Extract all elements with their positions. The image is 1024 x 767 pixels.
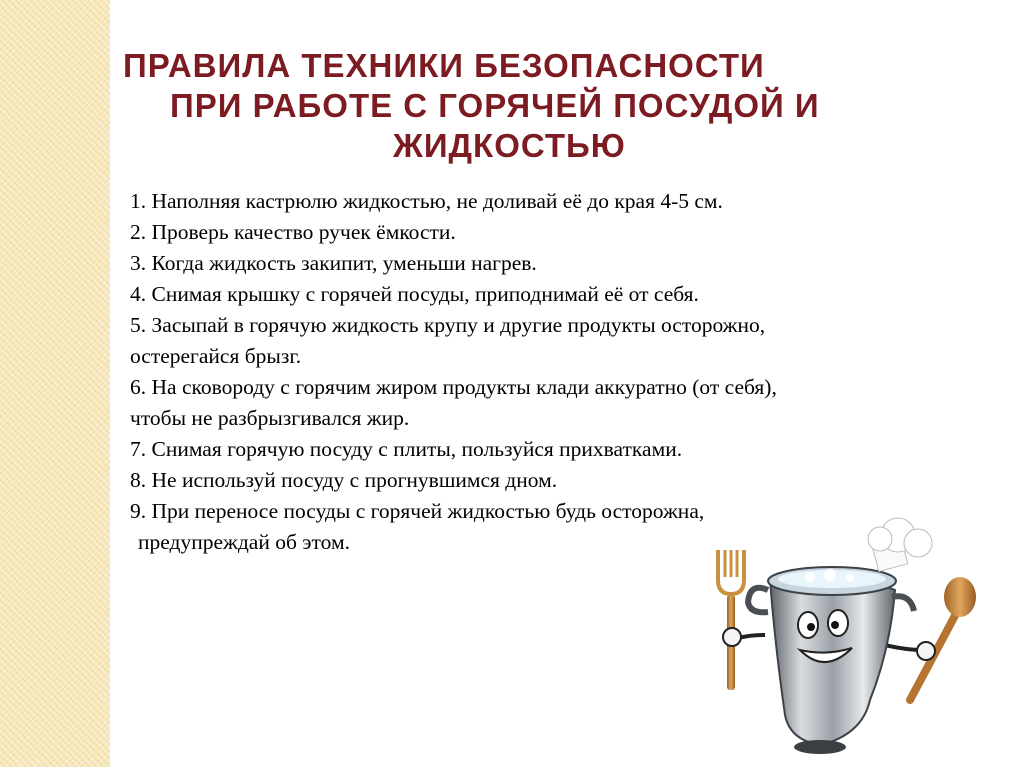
- rules-list: [130, 186, 980, 558]
- wooden-spoon-icon: [910, 577, 976, 700]
- title-line-2: ПРИ РАБОТЕ С ГОРЯЧЕЙ ПОСУДОЙ И: [170, 87, 820, 124]
- rule-line: 7. Снимая горячую посуду с плиты, пользуйся прихватками.: [130, 437, 683, 461]
- rule-line: 1. Наполняя кастрюлю жидкостью, не доливай её до края 4-5 см.: [130, 189, 723, 213]
- cartoon-pot-chef-icon: [700, 515, 990, 760]
- title-line-1: ПРАВИЛА ТЕХНИКИ БЕЗОПАСНОСТИ: [123, 47, 765, 84]
- rule-line: 2. Проверь качество ручек ёмкости.: [130, 220, 456, 244]
- decorative-side-strip: [0, 0, 110, 767]
- rule-line: 8. Не используй посуду с прогнувшимся дном.: [130, 468, 558, 492]
- chef-hat-icon: [868, 518, 932, 571]
- rule-line: предупреждай об этом.: [138, 530, 350, 554]
- page-title: [118, 46, 908, 166]
- rule-line: 6. На сковороду с горячим жиром продукты клади аккуратно (от себя),: [130, 375, 777, 399]
- fork-icon: [718, 550, 744, 690]
- rule-line: чтобы не разбрызгивался жир.: [130, 406, 410, 430]
- title-line-3: ЖИДКОСТЬЮ: [393, 127, 626, 164]
- rule-line: остерегайся брызг.: [130, 344, 302, 368]
- rule-line: 9. При переносе посуды с горячей жидкостью будь осторожна,: [130, 499, 705, 523]
- rule-line: 3. Когда жидкость закипит, уменьши нагрев.: [130, 251, 537, 275]
- rule-line: 4. Снимая крышку с горячей посуды, приподнимай её от себя.: [130, 282, 699, 306]
- rule-line: 5. Засыпай в горячую жидкость крупу и другие продукты осторожно,: [130, 313, 766, 337]
